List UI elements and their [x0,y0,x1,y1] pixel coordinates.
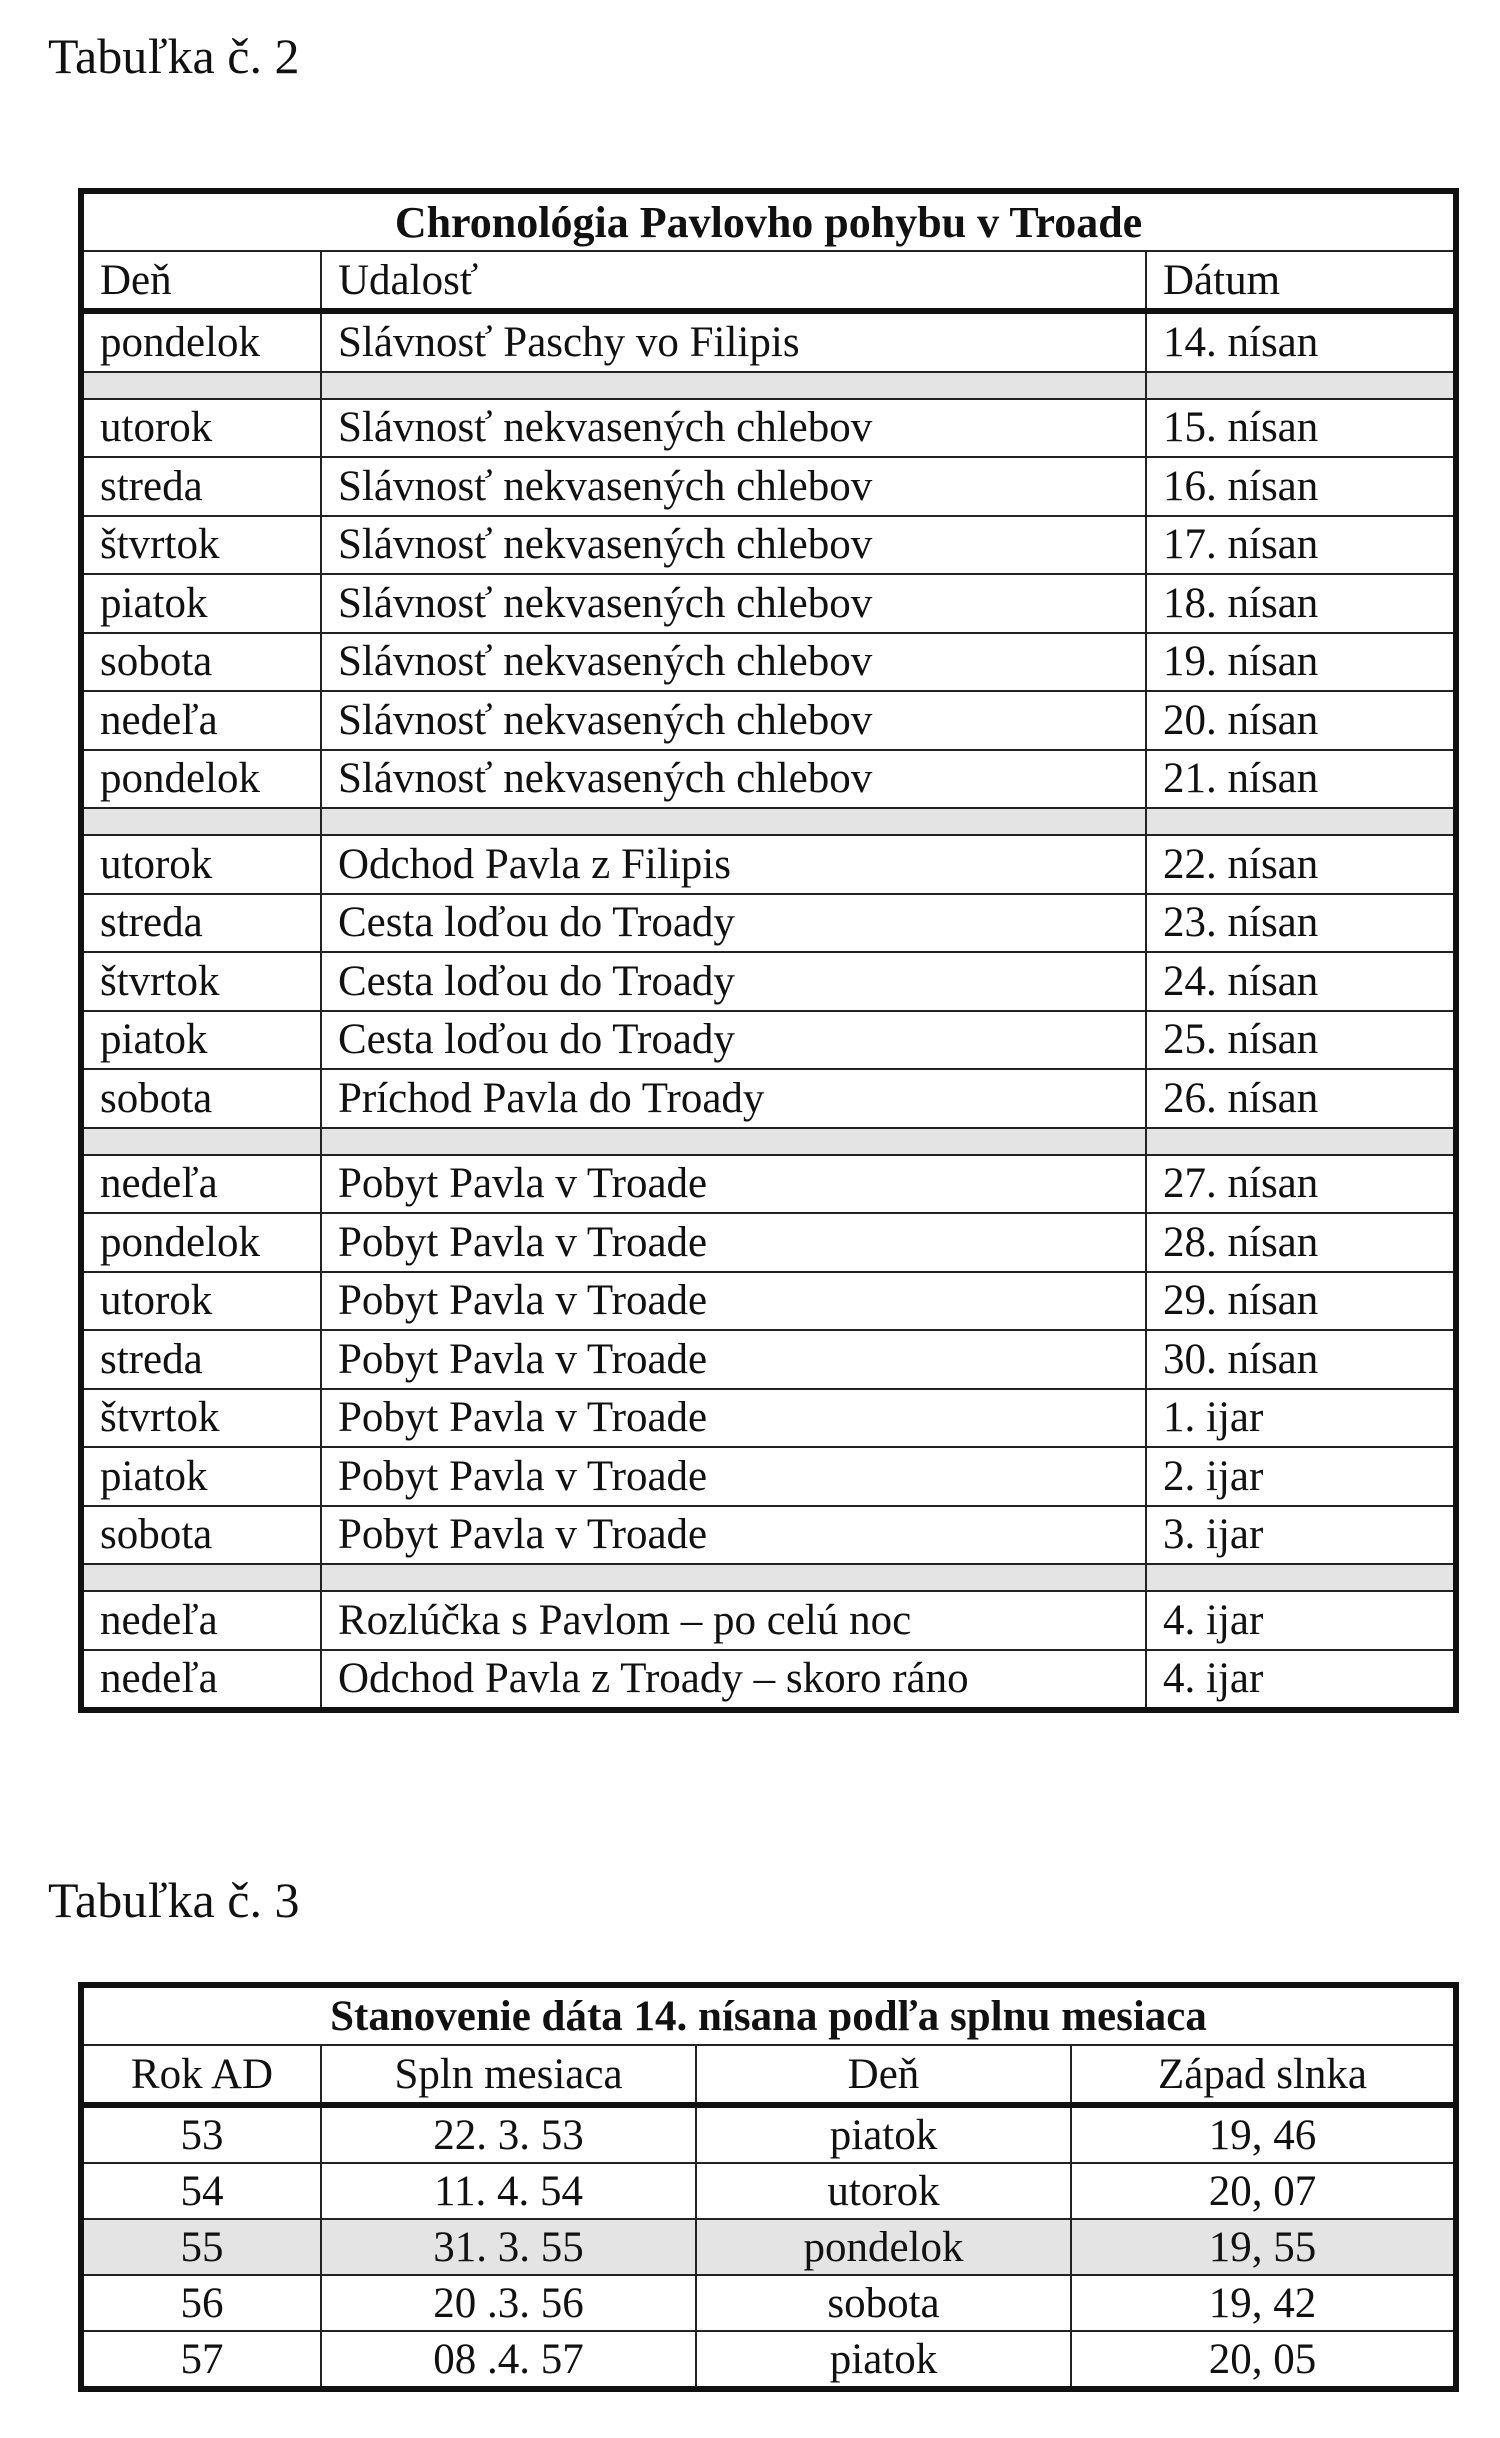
event-cell: Pobyt Pavla v Troade [321,1155,1146,1214]
day-cell: štvrtok [81,1389,321,1448]
table-row [81,311,1456,372]
day-cell: utorok [81,399,321,458]
table3-title: Stanovenie dáta 14. nísana podľa splnu mesiaca [81,1985,1456,2045]
day-cell: štvrtok [81,952,321,1011]
table-row [81,1011,1456,1070]
separator-cell [1146,372,1456,399]
day-cell: nedeľa [81,1155,321,1214]
full-moon-cell: 11. 4. 54 [321,2163,696,2219]
separator-cell [81,808,321,835]
date-cell: 18. nísan [1146,574,1456,633]
header-year: Rok AD [81,2045,321,2105]
day-cell: sobota [696,2275,1071,2331]
year-cell: 53 [81,2105,321,2163]
day-cell: nedeľa [81,1591,321,1650]
event-cell: Slávnosť nekvasených chlebov [321,457,1146,516]
event-cell: Slávnosť nekvasených chlebov [321,750,1146,809]
date-cell: 4. ijar [1146,1591,1456,1650]
day-cell: utorok [81,835,321,894]
full-moon-table [78,1982,1459,2392]
event-cell: Pobyt Pavla v Troade [321,1272,1146,1331]
day-cell: streda [81,894,321,953]
sunset-cell: 19, 46 [1071,2105,1456,2163]
event-cell: Slávnosť nekvasených chlebov [321,633,1146,692]
day-cell: piatok [81,574,321,633]
sunset-cell: 20, 07 [1071,2163,1456,2219]
day-cell: nedeľa [81,1650,321,1711]
table-row [81,894,1456,953]
separator-cell [1146,808,1456,835]
group-separator-row [81,808,1456,835]
date-cell: 3. ijar [1146,1506,1456,1565]
table-row [81,1506,1456,1565]
header-day: Deň [696,2045,1071,2105]
date-cell: 23. nísan [1146,894,1456,953]
date-cell: 14. nísan [1146,311,1456,372]
day-cell: pondelok [696,2219,1071,2275]
event-cell: Slávnosť nekvasených chlebov [321,691,1146,750]
table-row [81,457,1456,516]
event-cell: Slávnosť nekvasených chlebov [321,516,1146,575]
event-cell: Slávnosť nekvasených chlebov [321,574,1146,633]
sunset-cell: 20, 05 [1071,2331,1456,2389]
day-cell: streda [81,457,321,516]
full-moon-cell: 22. 3. 53 [321,2105,696,2163]
separator-cell [321,1128,1146,1155]
day-cell: pondelok [81,311,321,372]
table-row [81,1069,1456,1128]
day-cell: utorok [81,1272,321,1331]
table3-caption: Tabuľka č. 3 [48,1872,300,1928]
table-row [81,633,1456,692]
table-header-row [81,251,1456,311]
year-cell: 56 [81,2275,321,2331]
separator-cell [81,372,321,399]
day-cell: sobota [81,1506,321,1565]
date-cell: 26. nísan [1146,1069,1456,1128]
table-row [81,2275,1456,2331]
day-cell: piatok [696,2105,1071,2163]
event-cell: Pobyt Pavla v Troade [321,1506,1146,1565]
day-cell: štvrtok [81,516,321,575]
date-cell: 19. nísan [1146,633,1456,692]
date-cell: 29. nísan [1146,1272,1456,1331]
header-full-moon: Spln mesiaca [321,2045,696,2105]
event-cell: Pobyt Pavla v Troade [321,1389,1146,1448]
table-title-row [81,191,1456,251]
table2-caption: Tabuľka č. 2 [48,28,300,84]
event-cell: Cesta loďou do Troady [321,952,1146,1011]
header-date: Dátum [1146,251,1456,311]
table-row [81,2331,1456,2389]
day-cell: pondelok [81,750,321,809]
event-cell: Príchod Pavla do Troady [321,1069,1146,1128]
table-row [81,574,1456,633]
event-cell: Cesta loďou do Troady [321,1011,1146,1070]
year-cell: 55 [81,2219,321,2275]
date-cell: 15. nísan [1146,399,1456,458]
table-row [81,952,1456,1011]
event-cell: Pobyt Pavla v Troade [321,1213,1146,1272]
day-cell: utorok [696,2163,1071,2219]
day-cell: nedeľa [81,691,321,750]
day-cell: streda [81,1330,321,1389]
event-cell: Cesta loďou do Troady [321,894,1146,953]
date-cell: 2. ijar [1146,1447,1456,1506]
sunset-cell: 19, 55 [1071,2219,1456,2275]
separator-cell [1146,1564,1456,1591]
year-cell: 54 [81,2163,321,2219]
date-cell: 16. nísan [1146,457,1456,516]
separator-cell [321,808,1146,835]
header-sunset: Západ slnka [1071,2045,1456,2105]
table-header-row [81,2045,1456,2105]
date-cell: 25. nísan [1146,1011,1456,1070]
event-cell: Pobyt Pavla v Troade [321,1447,1146,1506]
day-cell: piatok [81,1011,321,1070]
table-row [81,1213,1456,1272]
full-moon-cell: 08 .4. 57 [321,2331,696,2389]
separator-cell [1146,1128,1456,1155]
table-row [81,516,1456,575]
date-cell: 4. ijar [1146,1650,1456,1711]
table-row [81,1330,1456,1389]
group-separator-row [81,1564,1456,1591]
date-cell: 27. nísan [1146,1155,1456,1214]
table-row [81,1272,1456,1331]
table-row [81,691,1456,750]
table2-title: Chronológia Pavlovho pohybu v Troade [81,191,1456,251]
separator-cell [321,372,1146,399]
year-cell: 57 [81,2331,321,2389]
date-cell: 1. ijar [1146,1389,1456,1448]
table-row [81,2219,1456,2275]
day-cell: sobota [81,1069,321,1128]
date-cell: 22. nísan [1146,835,1456,894]
date-cell: 20. nísan [1146,691,1456,750]
event-cell: Odchod Pavla z Troady – skoro ráno [321,1650,1146,1711]
table-row [81,399,1456,458]
separator-cell [321,1564,1146,1591]
event-cell: Slávnosť Paschy vo Filipis [321,311,1146,372]
table-row [81,835,1456,894]
table-title-row [81,1985,1456,2045]
day-cell: piatok [81,1447,321,1506]
separator-cell [81,1564,321,1591]
header-day: Deň [81,251,321,311]
table-row [81,1650,1456,1711]
day-cell: pondelok [81,1213,321,1272]
full-moon-cell: 20 .3. 56 [321,2275,696,2331]
chronology-table [78,188,1459,1713]
separator-cell [81,1128,321,1155]
table-row [81,1389,1456,1448]
event-cell: Odchod Pavla z Filipis [321,835,1146,894]
table-row [81,750,1456,809]
table-row [81,2105,1456,2163]
header-event: Udalosť [321,251,1146,311]
event-cell: Rozlúčka s Pavlom – po celú noc [321,1591,1146,1650]
group-separator-row [81,1128,1456,1155]
table-row [81,1447,1456,1506]
date-cell: 21. nísan [1146,750,1456,809]
table-row [81,1591,1456,1650]
date-cell: 24. nísan [1146,952,1456,1011]
event-cell: Pobyt Pavla v Troade [321,1330,1146,1389]
day-cell: piatok [696,2331,1071,2389]
date-cell: 17. nísan [1146,516,1456,575]
sunset-cell: 19, 42 [1071,2275,1456,2331]
event-cell: Slávnosť nekvasených chlebov [321,399,1146,458]
date-cell: 28. nísan [1146,1213,1456,1272]
group-separator-row [81,372,1456,399]
table-row [81,1155,1456,1214]
table-row [81,2163,1456,2219]
full-moon-cell: 31. 3. 55 [321,2219,696,2275]
date-cell: 30. nísan [1146,1330,1456,1389]
day-cell: sobota [81,633,321,692]
